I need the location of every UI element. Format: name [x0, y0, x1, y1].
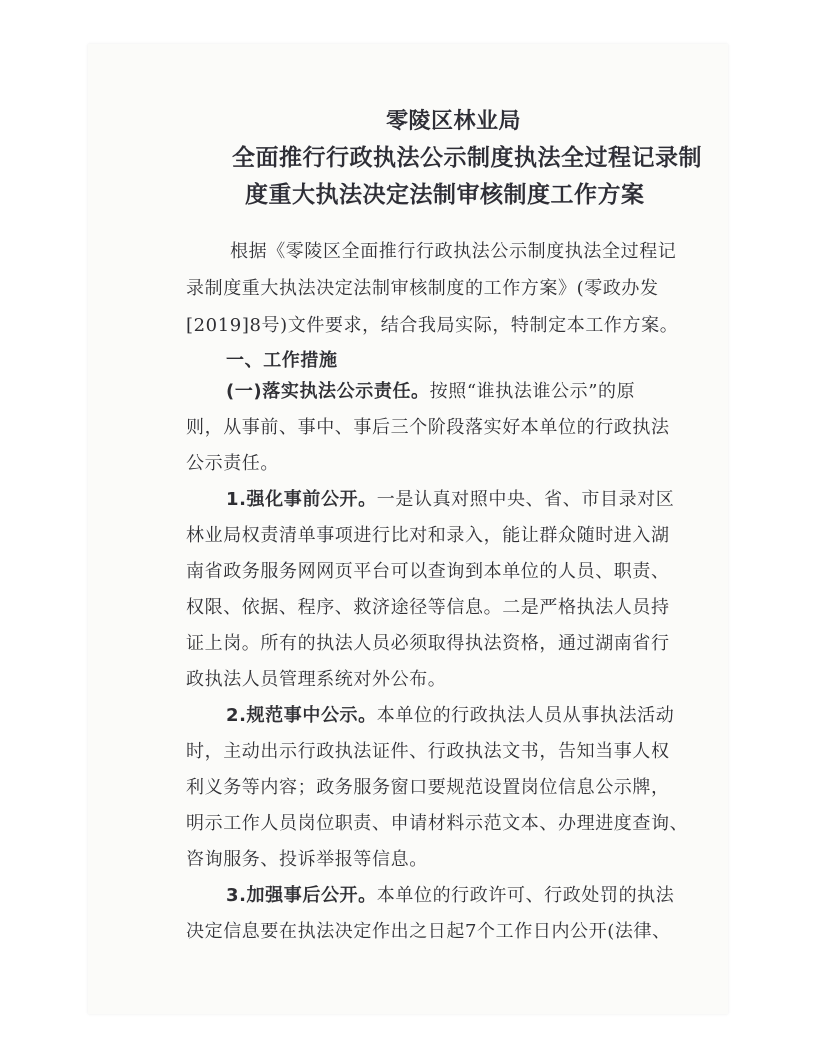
para-3-line-4: 明示工作人员岗位职责、申请材料示范文本、办理进度查询、	[186, 813, 689, 834]
para-4-heading: 3.加强事后公开。	[226, 885, 377, 906]
section-heading-1: 一、工作措施	[226, 350, 338, 371]
para-3-first-text: 本单位的行政执法人员从事执法活动	[376, 705, 675, 726]
para-2-heading: 1.强化事前公开。	[226, 489, 377, 510]
seal-bleed-through	[748, 204, 808, 324]
para-1-line-3: 公示责任。	[186, 453, 279, 474]
para-2-line-5: 证上岗。所有的执法人员必须取得执法资格，通过湖南省行	[186, 633, 670, 654]
para-2-line-3: 南省政务服务网网页平台可以查询到本单位的人员、职责、	[186, 561, 670, 582]
para-2-line-4: 权限、依据、程序、救济途径等信息。二是严格执法人员持	[186, 597, 670, 618]
para-4-line-2: 决定信息要在执法决定作出之日起7个工作日内公开(法律、	[186, 921, 671, 942]
para-2-line-6: 政执法人员管理系统对外公布。	[186, 669, 447, 690]
para-3-line-5: 咨询服务、投诉举报等信息。	[186, 849, 428, 870]
para-4-first-text: 本单位的行政许可、行政处罚的执法	[376, 885, 675, 906]
doc-title-org: 零陵区林业局	[386, 109, 522, 134]
para-1-line-1	[226, 380, 635, 404]
para-2-line-1	[226, 488, 674, 512]
para-2-line-2: 林业局权责清单事项进行比对和录入，能让群众随时进入湖	[186, 525, 670, 546]
para-2-first-text: 一是认真对照中央、省、市目录对区	[376, 489, 675, 510]
para-3-line-2: 时，主动出示行政执法证件、行政执法文书，告知当事人权	[186, 741, 670, 762]
intro-line-3: [2019]8号)文件要求，结合我局实际，特制定本工作方案。	[186, 315, 679, 336]
para-3-line-1	[226, 704, 674, 728]
para-4-line-1	[226, 884, 674, 908]
para-1-line-2: 则，从事前、事中、事后三个阶段落实好本单位的行政执法	[186, 417, 670, 438]
para-1-heading: (一)落实执法公示责任。	[226, 381, 430, 402]
intro-line-2: 录制度重大执法决定法制审核制度的工作方案》(零政办发	[186, 278, 659, 299]
para-3-line-3: 利义务等内容；政务服务窗口要规范设置岗位信息公示牌，	[186, 777, 670, 798]
doc-title-line-2: 度重大执法决定法制审核制度工作方案	[245, 182, 645, 208]
intro-line-1: 根据《零陵区全面推行行政执法公示制度执法全过程记	[230, 241, 677, 262]
para-3-heading: 2.规范事中公示。	[226, 705, 377, 726]
para-1-first-text: 按照“谁执法谁公示”的原	[429, 381, 636, 402]
doc-title-line-1: 全面推行行政执法公示制度执法全过程记录制	[232, 145, 702, 171]
